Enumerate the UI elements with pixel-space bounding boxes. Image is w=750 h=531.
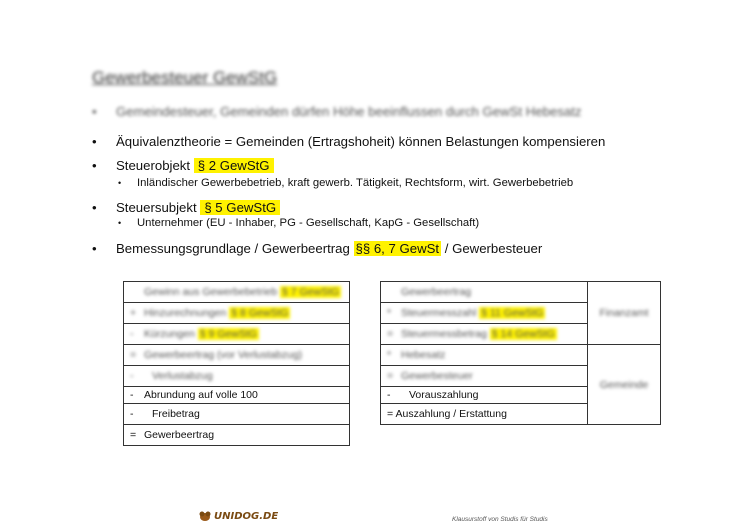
bullet-gemeindesteuer: • Gemeindesteuer, Gemeinden dürfen Höhe beeinflussen durch GewSt Hebesatz xyxy=(92,104,582,119)
table-row: Gewerbeertrag Finanzamt xyxy=(381,282,661,303)
gewerbesteuer-table xyxy=(380,281,661,425)
table-row: - Abrundung auf volle 100 xyxy=(124,387,350,404)
bullet-aequivalenztheorie: • Äquivalenztheorie = Gemeinden (Ertragshoheit) können Belastungen kompensieren xyxy=(92,134,606,149)
bullet-steuerobjekt: • Steuerobjekt § 2 GewStG xyxy=(92,158,274,173)
table-row: = Steuermessbetrag § 14 GewStG xyxy=(381,324,661,345)
table-row: - Vorauszahlung xyxy=(381,387,661,404)
unidog-logo: UNIDOG.DE xyxy=(198,510,278,522)
table-row: - Verlustabzug xyxy=(124,366,350,387)
table-row: - Freibetrag xyxy=(124,404,350,425)
table-row: = Auszahlung / Erstattung xyxy=(381,404,661,425)
bemessungsgrundlage-ref: §§ 6, 7 GewSt xyxy=(355,241,440,256)
bullet-steuersubjekt: • Steuersubjekt § 5 GewStG xyxy=(92,200,280,215)
sub-steuersubjekt: • Unternehmer (EU - Inhaber, PG - Gesellschaft, KapG - Gesellschaft) xyxy=(118,217,480,229)
table-row: * Hebesatz Gemeinde xyxy=(381,345,661,366)
table-row: = Gewerbeertrag xyxy=(124,425,350,446)
table-row: = Gewerbesteuer xyxy=(381,366,661,387)
bullet-bemessungsgrundlage: • Bemessungsgrundlage / Gewerbeertrag §§ 6, 7 GewSt / Gewerbesteuer xyxy=(92,241,543,256)
sub-steuerobjekt: • Inländischer Gewerbebetrieb, kraft gewerb. Tätigkeit, Rechtsform, wirt. Gewerbebetrieb xyxy=(118,177,574,189)
table-row: * Steuermesszahl § 11 GewStG xyxy=(381,303,661,324)
table-row: - Kürzungen § 9 GewStG xyxy=(124,324,350,345)
table-row: Gewinn aus Gewerbebetrieb § 7 GewStG xyxy=(124,282,350,303)
dog-icon xyxy=(198,510,212,522)
side-gemeinde: Gemeinde xyxy=(588,345,661,425)
steuerobjekt-ref: § 2 GewStG xyxy=(194,158,274,173)
gewerbeertrag-table xyxy=(123,281,350,446)
table-row: = Gewerbeertrag (vor Verlustabzug) xyxy=(124,345,350,366)
steuersubjekt-ref: § 5 GewStG xyxy=(200,200,280,215)
page-title: Gewerbesteuer GewStG xyxy=(92,68,278,87)
table-row: + Hinzurechnungen § 8 GewStG xyxy=(124,303,350,324)
side-finanzamt: Finanzamt xyxy=(588,282,661,345)
footer-credit: Klausurstoff von Studis für Studis xyxy=(452,516,548,523)
